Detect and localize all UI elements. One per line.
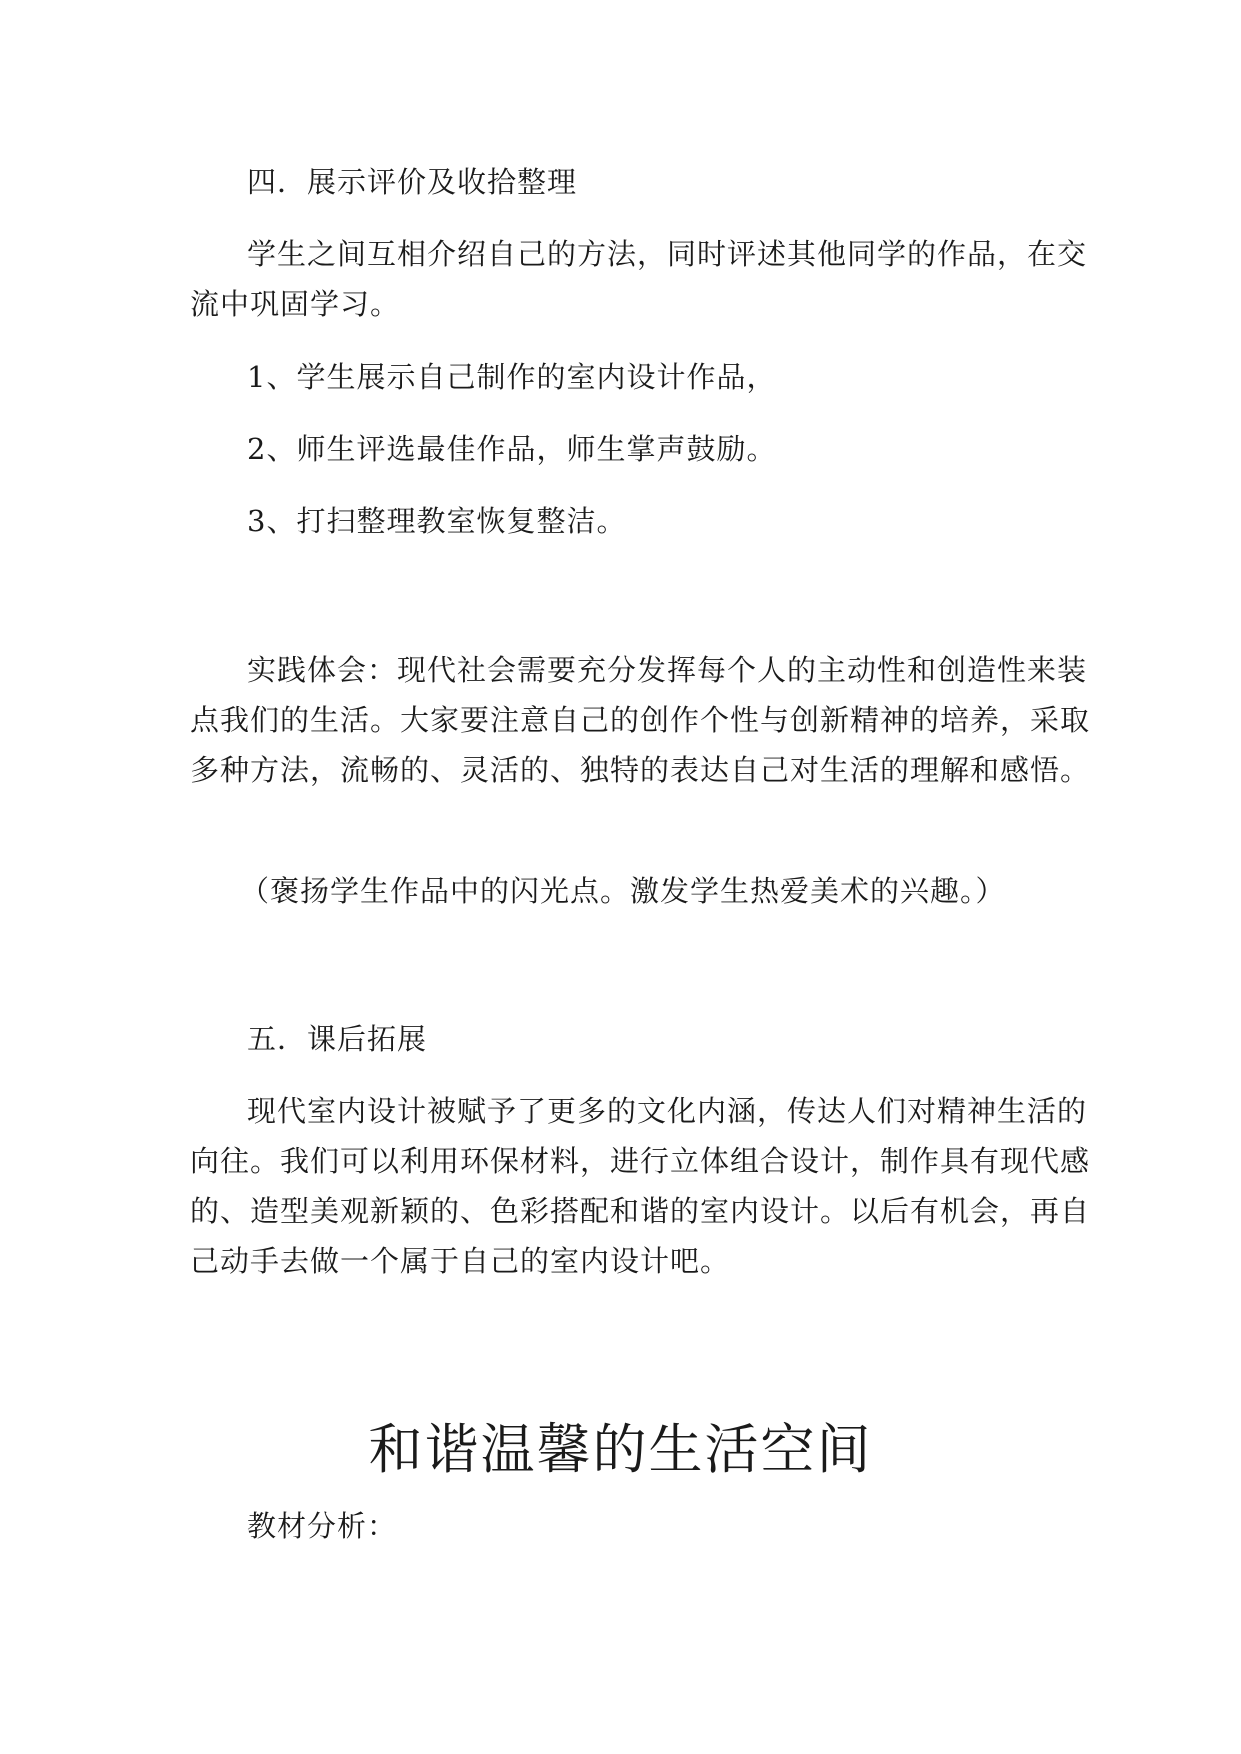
- list-item-3: 3、打扫整理教室恢复整洁。: [247, 504, 627, 538]
- section5-line-1: 现代室内设计被赋予了更多的文化内涵，传达人们对精神生活的: [247, 1094, 1088, 1128]
- section5-heading: 五．课后拓展: [247, 1022, 428, 1056]
- section5-line-4: 己动手去做一个属于自己的室内设计吧。: [190, 1244, 731, 1278]
- lesson-title: 和谐温馨的生活空间: [368, 1418, 873, 1481]
- list-item-1: 1、学生展示自己制作的室内设计作品，: [247, 360, 777, 394]
- section4-intro-line-1: 学生之间互相介绍自己的方法，同时评述其他同学的作品，在交: [247, 237, 1088, 271]
- section5-line-2: 向往。我们可以利用环保材料，进行立体组合设计，制作具有现代感: [190, 1144, 1091, 1178]
- section4-heading: 四．展示评价及收拾整理: [247, 165, 578, 199]
- practice-line-2: 点我们的生活。大家要注意自己的创作个性与创新精神的培养，采取: [190, 703, 1091, 737]
- lesson-subheading: 教材分析：: [247, 1509, 398, 1543]
- section4-intro-line-2: 流中巩固学习。: [190, 287, 401, 321]
- section5-line-3: 的、造型美观新颖的、色彩搭配和谐的室内设计。以后有机会，再自: [190, 1194, 1091, 1228]
- practice-line-1: 实践体会：现代社会需要充分发挥每个人的主动性和创造性来装: [247, 653, 1088, 687]
- list-item-2: 2、师生评选最佳作品，师生掌声鼓励。: [247, 432, 777, 466]
- practice-note: （褒扬学生作品中的闪光点。激发学生热爱美术的兴趣。）: [240, 874, 1006, 908]
- practice-line-3: 多种方法，流畅的、灵活的、独特的表达自己对生活的理解和感悟。: [190, 753, 1091, 787]
